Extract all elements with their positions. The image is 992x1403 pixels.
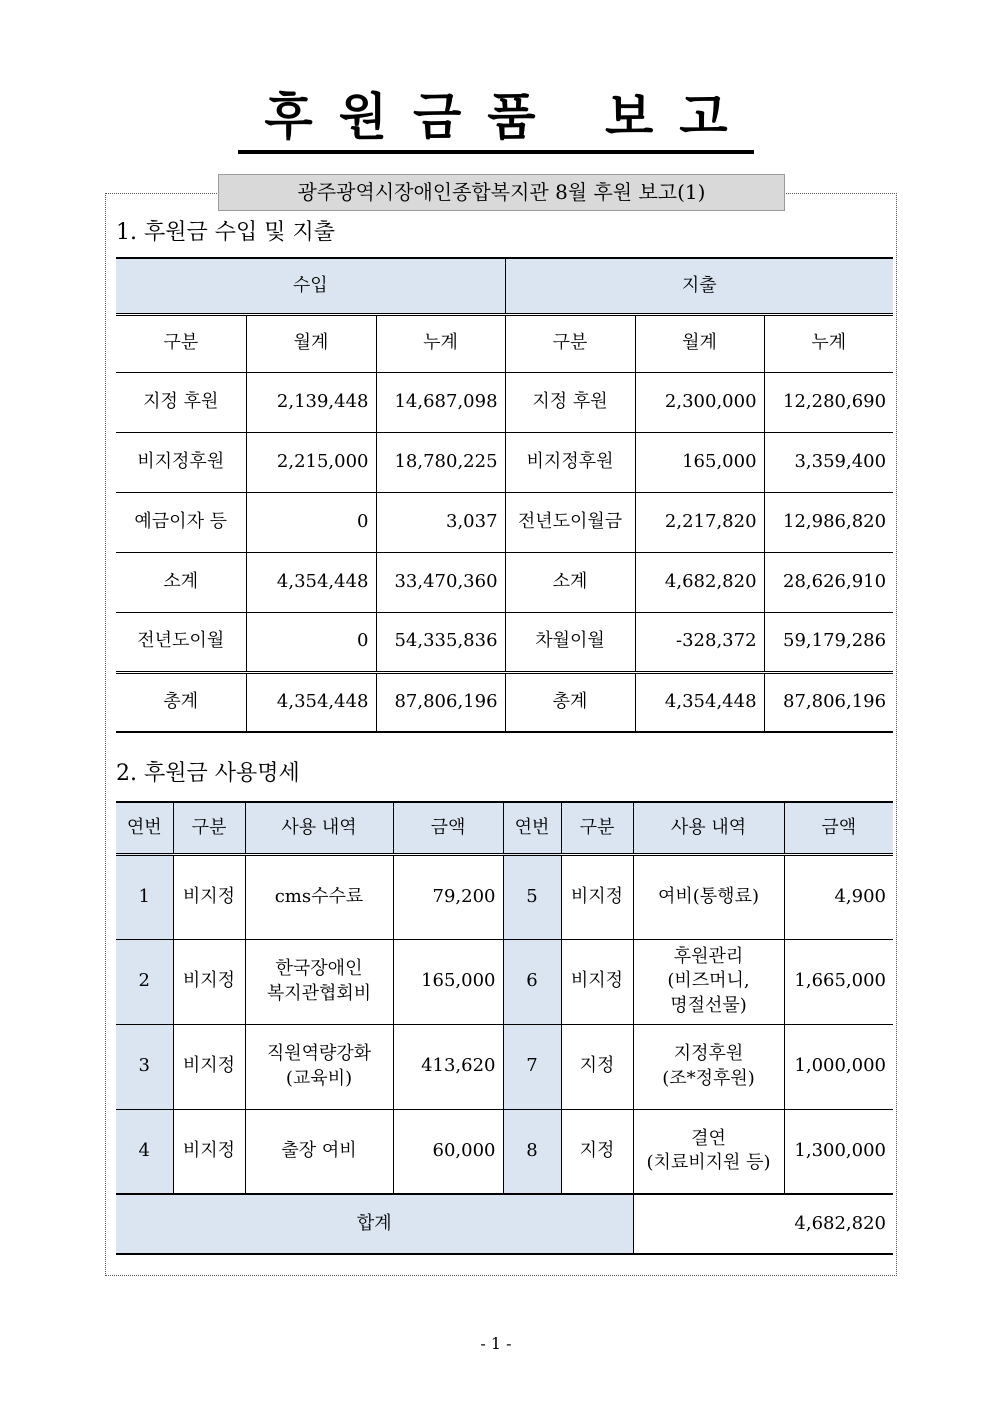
type-cell: 비지정 [173, 1024, 245, 1109]
type-cell: 비지정 [173, 939, 245, 1024]
category-cell: 비지정후원 [116, 432, 246, 492]
income-header: 수입 [116, 258, 505, 314]
amount-cell: -328,372 [635, 612, 764, 672]
amount-cell: 2,139,448 [246, 372, 376, 432]
index-cell: 5 [503, 854, 561, 939]
amount-cell: 413,620 [393, 1024, 503, 1109]
amount-cell: 1,300,000 [784, 1109, 893, 1194]
type-cell: 비지정 [173, 1109, 245, 1194]
description-cell: 출장 여비 [245, 1109, 393, 1194]
table-row [116, 372, 893, 432]
amount-cell: 3,037 [376, 492, 505, 552]
column-header: 구분 [116, 314, 246, 372]
category-cell: 소계 [116, 552, 246, 612]
amount-cell: 28,626,910 [764, 552, 893, 612]
table-row [116, 854, 893, 939]
sum-amount: 4,682,820 [633, 1194, 893, 1254]
column-header: 연번 [116, 802, 173, 854]
amount-cell: 3,359,400 [764, 432, 893, 492]
total-amount: 4,354,448 [246, 672, 376, 732]
category-cell: 전년도이월 [116, 612, 246, 672]
index-cell: 6 [503, 939, 561, 1024]
amount-cell: 165,000 [635, 432, 764, 492]
type-cell: 비지정 [173, 854, 245, 939]
category-cell: 비지정후원 [505, 432, 635, 492]
column-header: 구분 [561, 802, 633, 854]
amount-cell: 1,665,000 [784, 939, 893, 1024]
amount-cell: 4,682,820 [635, 552, 764, 612]
table-row [116, 939, 893, 1024]
expense-header: 지출 [505, 258, 893, 314]
table-row [116, 612, 893, 672]
index-cell: 2 [116, 939, 173, 1024]
category-cell: 지정 후원 [116, 372, 246, 432]
description-cell: cms수수료 [245, 854, 393, 939]
index-cell: 7 [503, 1024, 561, 1109]
category-cell: 지정 후원 [505, 372, 635, 432]
section2-heading: 2. 후원금 사용명세 [116, 761, 300, 786]
index-cell: 3 [116, 1024, 173, 1109]
amount-cell: 0 [246, 492, 376, 552]
description-cell: 여비(통행료) [633, 854, 784, 939]
amount-cell: 4,900 [784, 854, 893, 939]
description-cell: 후원관리 (비즈머니, 명절선물) [633, 939, 784, 1024]
amount-cell: 4,354,448 [246, 552, 376, 612]
sum-row [116, 1194, 893, 1254]
index-cell: 1 [116, 854, 173, 939]
category-cell: 소계 [505, 552, 635, 612]
amount-cell: 79,200 [393, 854, 503, 939]
amount-cell: 165,000 [393, 939, 503, 1024]
column-header: 사용 내역 [633, 802, 784, 854]
table-row [116, 1024, 893, 1109]
column-header: 금액 [393, 802, 503, 854]
category-cell: 예금이자 등 [116, 492, 246, 552]
sum-label: 합계 [116, 1194, 633, 1254]
amount-cell: 54,335,836 [376, 612, 505, 672]
total-amount: 87,806,196 [764, 672, 893, 732]
total-label: 총계 [505, 672, 635, 732]
type-cell: 비지정 [561, 939, 633, 1024]
amount-cell: 1,000,000 [784, 1024, 893, 1109]
amount-cell: 14,687,098 [376, 372, 505, 432]
index-cell: 8 [503, 1109, 561, 1194]
category-cell: 전년도이월금 [505, 492, 635, 552]
column-header: 월계 [246, 314, 376, 372]
type-cell: 비지정 [561, 854, 633, 939]
total-label: 총계 [116, 672, 246, 732]
column-header: 누계 [376, 314, 505, 372]
page-number: - 1 - [480, 1334, 512, 1353]
column-header: 누계 [764, 314, 893, 372]
total-row [116, 672, 893, 732]
section1-heading: 1. 후원금 수입 및 지출 [116, 220, 335, 245]
column-header: 금액 [784, 802, 893, 854]
amount-cell: 12,986,820 [764, 492, 893, 552]
report-subtitle: 광주광역시장애인종합복지관 8월 후원 보고(1) [218, 174, 785, 211]
column-header: 연번 [503, 802, 561, 854]
description-cell: 직원역량강화 (교육비) [245, 1024, 393, 1109]
table-row [116, 432, 893, 492]
category-cell: 차월이월 [505, 612, 635, 672]
type-cell: 지정 [561, 1024, 633, 1109]
amount-cell: 59,179,286 [764, 612, 893, 672]
index-cell: 4 [116, 1109, 173, 1194]
column-header-row [116, 802, 893, 854]
table-row [116, 552, 893, 612]
amount-cell: 2,217,820 [635, 492, 764, 552]
table-row [116, 1109, 893, 1194]
income-expense-table [116, 257, 893, 733]
amount-cell: 12,280,690 [764, 372, 893, 432]
description-cell: 지정후원 (조*정후원) [633, 1024, 784, 1109]
document-title: 후원금품 보고 [0, 92, 992, 142]
description-cell: 결연 (치료비지원 등) [633, 1109, 784, 1194]
usage-detail-table [116, 801, 893, 1255]
amount-cell: 33,470,360 [376, 552, 505, 612]
column-header: 사용 내역 [245, 802, 393, 854]
amount-cell: 2,215,000 [246, 432, 376, 492]
column-header: 월계 [635, 314, 764, 372]
table-row [116, 492, 893, 552]
amount-cell: 18,780,225 [376, 432, 505, 492]
amount-cell: 0 [246, 612, 376, 672]
type-cell: 지정 [561, 1109, 633, 1194]
column-header: 구분 [173, 802, 245, 854]
description-cell: 한국장애인 복지관협회비 [245, 939, 393, 1024]
amount-cell: 60,000 [393, 1109, 503, 1194]
column-header-row [116, 314, 893, 372]
total-amount: 87,806,196 [376, 672, 505, 732]
column-header: 구분 [505, 314, 635, 372]
total-amount: 4,354,448 [635, 672, 764, 732]
amount-cell: 2,300,000 [635, 372, 764, 432]
